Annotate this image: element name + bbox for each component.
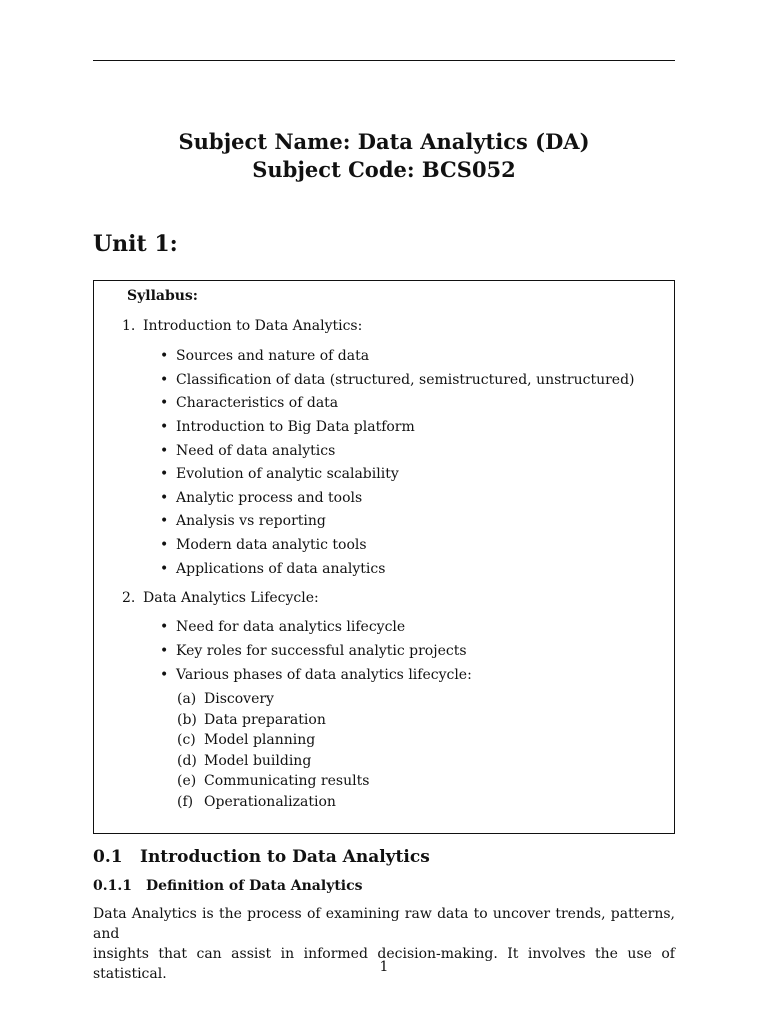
subsection-number: 0.1.1: [93, 878, 132, 894]
topic-1-title: Introduction to Data Analytics:: [143, 318, 363, 334]
unit-heading: Unit 1:: [93, 231, 178, 257]
subsection-title: Definition of Data Analytics: [146, 878, 363, 894]
topic-2-number: 2.: [122, 590, 136, 606]
page-number: 1: [379, 959, 389, 975]
list-item: Analysis vs reporting: [176, 513, 326, 529]
bullet-dot: •: [160, 372, 169, 388]
paragraph-line: insights that can assist in informed decision-making. It involves the use of statistical.: [93, 946, 675, 982]
bullet-dot: •: [160, 619, 169, 635]
phase-label: (b): [177, 712, 197, 728]
bullet-dot: •: [160, 643, 169, 659]
bullet-dot: •: [160, 348, 169, 364]
paragraph-line: Data Analytics is the process of examining raw data to uncover trends, patterns, and: [93, 906, 675, 942]
phase-label: (c): [177, 732, 196, 748]
bullet-dot: •: [160, 419, 169, 435]
bullet-dot: •: [160, 667, 169, 683]
bullet-dot: •: [160, 537, 169, 553]
list-item: Various phases of data analytics lifecycle:: [176, 667, 472, 683]
section-title: Introduction to Data Analytics: [140, 847, 430, 867]
list-item: Analytic process and tools: [176, 490, 363, 506]
phase-item: Model building: [204, 753, 312, 769]
bullet-dot: •: [160, 466, 169, 482]
phase-label: (a): [177, 691, 197, 707]
phase-item: Operationalization: [204, 794, 336, 810]
phase-label: (e): [177, 773, 197, 789]
phase-label: (d): [177, 753, 197, 769]
bullet-dot: •: [160, 561, 169, 577]
list-item: Sources and nature of data: [176, 348, 370, 364]
subsection-heading: [93, 876, 363, 896]
phase-item: Data preparation: [204, 712, 326, 728]
topic-2-title: Data Analytics Lifecycle:: [143, 590, 319, 606]
topic-1-number: 1.: [122, 318, 136, 334]
bullet-dot: •: [160, 490, 169, 506]
phase-item: Model planning: [204, 732, 316, 748]
list-item: Key roles for successful analytic projects: [176, 643, 467, 659]
subject-name-title: Subject Name: Data Analytics (DA): [178, 129, 590, 154]
list-item: Evolution of analytic scalability: [176, 466, 399, 482]
phase-item: Communicating results: [204, 773, 370, 789]
bullet-dot: •: [160, 513, 169, 529]
subject-code-title: Subject Code: BCS052: [252, 157, 516, 182]
list-item: Characteristics of data: [176, 395, 339, 411]
phase-label: (f): [177, 794, 194, 810]
list-item: Need for data analytics lifecycle: [176, 619, 406, 635]
list-item: Need of data analytics: [176, 443, 336, 459]
bullet-dot: •: [160, 395, 169, 411]
bullet-dot: •: [160, 443, 169, 459]
syllabus-label: Syllabus:: [127, 288, 198, 304]
list-item: Introduction to Big Data platform: [176, 419, 415, 435]
list-item: Applications of data analytics: [176, 561, 386, 577]
phase-item: Discovery: [204, 691, 274, 707]
header-rule: [93, 60, 675, 61]
section-heading: [93, 845, 430, 869]
section-number: 0.1: [93, 847, 123, 867]
list-item: Modern data analytic tools: [176, 537, 367, 553]
list-item: Classification of data (structured, semistructured, unstructured): [176, 372, 635, 388]
